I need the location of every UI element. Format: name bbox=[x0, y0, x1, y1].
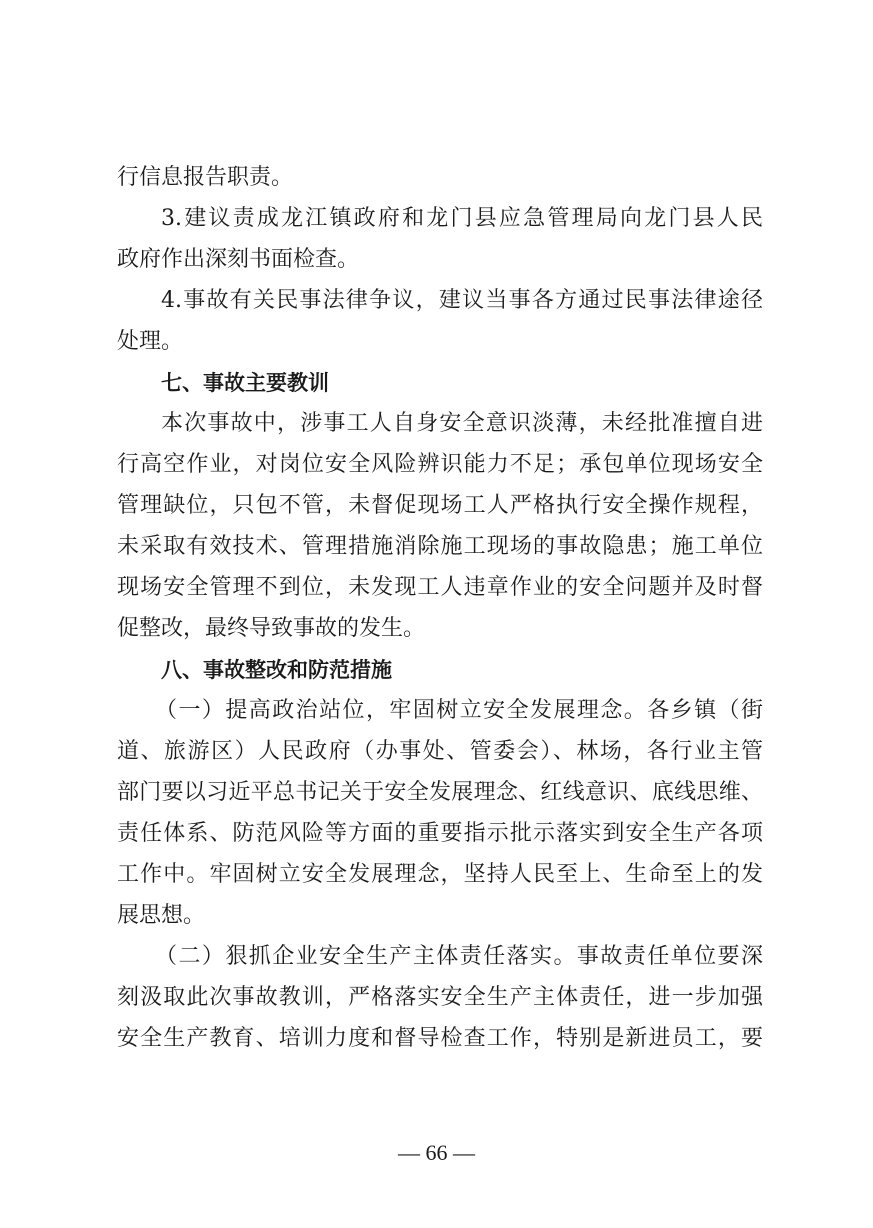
body-line: 行信息报告职责。 bbox=[117, 165, 294, 190]
body-line: 道、旅游区）人民政府（办事处、管委会）、林场，各行业主管 bbox=[117, 739, 763, 764]
body-line: 本次事故中，涉事工人自身安全意识淡薄，未经批准擅自进 bbox=[161, 411, 763, 436]
section-heading-measures: 八、事故整改和防范措施 bbox=[161, 658, 392, 682]
body-line: 行高空作业，对岗位安全风险辨识能力不足；承包单位现场安全 bbox=[117, 452, 763, 477]
body-line: 4.事故有关民事法律争议，建议当事各方通过民事法律途径 bbox=[161, 288, 763, 313]
body-line: 管理缺位，只包不管，未督促现场工人严格执行安全操作规程， bbox=[117, 493, 763, 518]
body-line: 工作中。牢固树立安全发展理念，坚持人民至上、生命至上的发 bbox=[117, 862, 763, 887]
body-line: 政府作出深刻书面检查。 bbox=[117, 247, 360, 272]
body-line: 责任体系、防范风险等方面的重要指示批示落实到安全生产各项 bbox=[117, 821, 763, 846]
body-line: 现场安全管理不到位，未发现工人违章作业的安全问题并及时督 bbox=[117, 575, 763, 600]
body-line: 展思想。 bbox=[117, 903, 206, 928]
section-heading-lessons: 七、事故主要教训 bbox=[161, 371, 329, 395]
page-number: — 66 — bbox=[398, 1140, 475, 1165]
body-line: 部门要以习近平总书记关于安全发展理念、红线意识、底线思维、 bbox=[117, 780, 763, 805]
body-line: 安全生产教育、培训力度和督导检查工作，特别是新进员工，要 bbox=[117, 1026, 763, 1051]
body-line: 刻汲取此次事故教训，严格落实安全生产主体责任，进一步加强 bbox=[117, 985, 763, 1010]
body-line: 未采取有效技术、管理措施消除施工现场的事故隐患；施工单位 bbox=[117, 534, 763, 559]
body-line: 3.建议责成龙江镇政府和龙门县应急管理局向龙门县人民 bbox=[161, 206, 763, 231]
body-line: （一）提高政治站位，牢固树立安全发展理念。各乡镇（街 bbox=[155, 698, 763, 723]
body-line: 促整改，最终导致事故的发生。 bbox=[117, 616, 426, 641]
body-line: 处理。 bbox=[117, 329, 184, 354]
body-line: （二）狠抓企业安全生产主体责任落实。事故责任单位要深 bbox=[155, 944, 763, 969]
